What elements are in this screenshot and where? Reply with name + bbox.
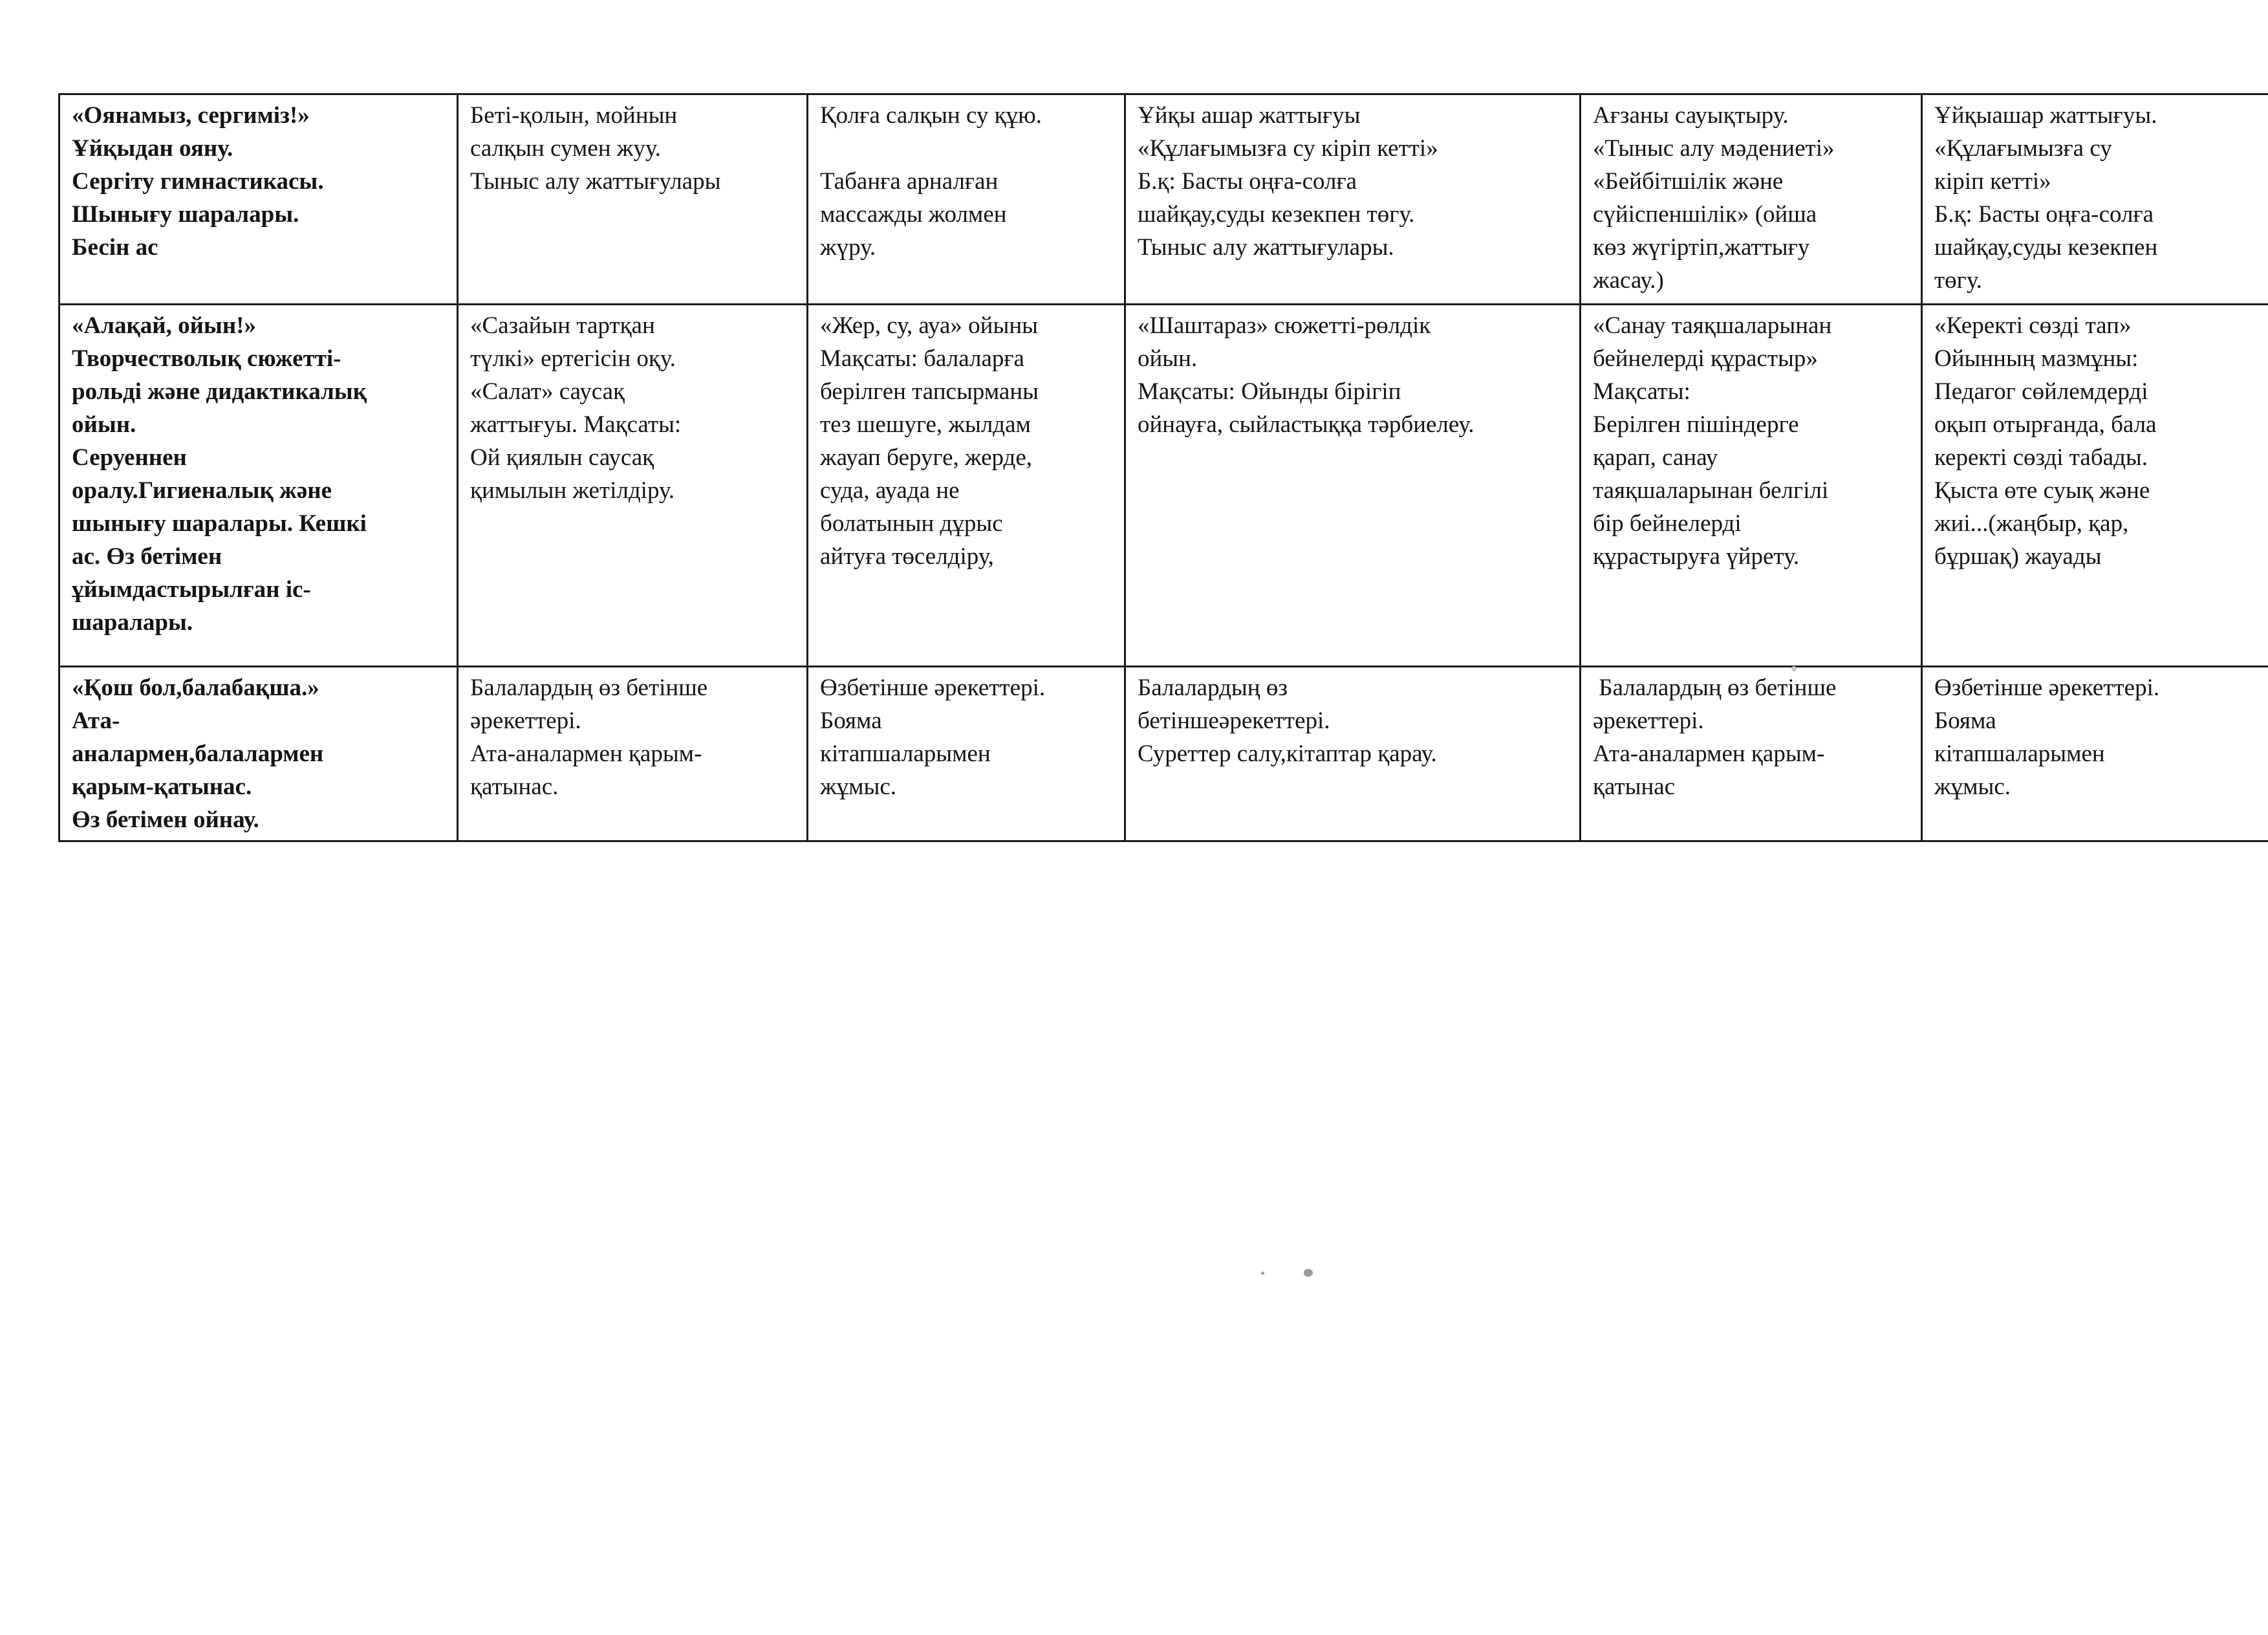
cell-line: Мақсаты: (1593, 378, 1690, 405)
day-cell-tuesday (808, 667, 1125, 841)
cell-line: Тыныс алу жаттығулары (470, 168, 721, 195)
day-cell-wednesday (1125, 94, 1581, 305)
cell-line: «Тыныс алу мәдениеті» (1593, 135, 1835, 162)
cell-line: аналармен,балалармен (72, 741, 324, 767)
cell-line: «Шаштараз» сюжетті-рөлдік (1138, 312, 1431, 339)
cell-line: Ұйқыдан ояну. (72, 135, 233, 162)
cell-line: Ата- (72, 708, 120, 734)
cell-line: Ағзаны сауықтыру. (1593, 102, 1789, 129)
cell-line: әрекеттері. (1593, 708, 1704, 734)
cell-line: жаттығуы. Мақсаты: (470, 411, 682, 438)
day-cell-tuesday (808, 94, 1125, 305)
table-row-awakening (59, 94, 2268, 305)
day-cell-friday (1922, 94, 2268, 305)
cell-line: жасау.) (1593, 267, 1664, 294)
cell-line: суда, ауада не (820, 477, 960, 504)
cell-line: Суреттер салу,кітаптар қарау. (1138, 741, 1437, 767)
cell-line: Ойынның мазмұны: (1934, 345, 2139, 372)
day-cell-wednesday (1125, 305, 1581, 667)
day-cell-thursday (1581, 94, 1922, 305)
table-row-goodbye (59, 667, 2268, 841)
cell-line: Ұйқыашар жаттығуы. (1934, 102, 2157, 129)
cell-line: Творчестволық сюжетті- (72, 345, 341, 372)
cell-line: рольді және дидактикалық (72, 378, 367, 405)
cell-line: Балалардың өз бетінше (1593, 675, 1837, 701)
cell-line: құрастыруға үйрету. (1593, 543, 1800, 570)
cell-line: айтуға төселдіру, (820, 543, 994, 570)
cell-line: шайқау,суды кезекпен (1934, 234, 2158, 261)
cell-line: Тыныс алу жаттығулары. (1138, 234, 1394, 261)
day-cell-monday (458, 667, 808, 841)
cell-line: «Оянамыз, сергиміз!» (72, 102, 310, 129)
cell-line: шайқау,суды кезекпен төгу. (1138, 201, 1415, 228)
cell-line: әрекеттері. (470, 708, 581, 734)
daily-plan-table (58, 93, 2268, 842)
scan-speck (1304, 1269, 1313, 1277)
cell-line: «Жер, су, ауа» ойыны (820, 312, 1038, 339)
cell-line: Мақсаты: балаларға (820, 345, 1024, 372)
day-cell-thursday (1581, 305, 1922, 667)
cell-line: қимылын жетілдіру. (470, 477, 675, 504)
cell-line: ұйымдастырылған іс- (72, 576, 311, 603)
day-cell-friday (1922, 305, 2268, 667)
cell-line: керекті сөзді табады. (1934, 444, 2148, 471)
cell-line: кітапшаларымен (820, 741, 991, 767)
cell-line: таяқшаларынан белгілі (1593, 477, 1829, 504)
cell-line: Қолға салқын су құю. (820, 102, 1042, 129)
cell-line: бұршақ) жауады (1934, 543, 2102, 570)
cell-line: жүру. (820, 234, 876, 261)
cell-line: тез шешуге, жылдам (820, 411, 1031, 438)
cell-line: Мақсаты: Ойынды бірігіп (1138, 378, 1401, 405)
scan-speck (1261, 1272, 1264, 1275)
cell-line: Өзбетінше әрекеттері. (820, 675, 1046, 701)
cell-line: шаралары. (72, 609, 193, 636)
cell-line: төгу. (1934, 267, 1982, 294)
cell-line: «Бейбітшілік және (1593, 168, 1784, 195)
cell-line: салқын сумен жуу. (470, 135, 661, 162)
cell-line: ас. Өз бетімен (72, 543, 222, 570)
cell-line: қатынас. (470, 774, 559, 800)
cell-line: «Санау таяқшаларынан (1593, 312, 1832, 339)
cell-line: оқып отырғанда, бала (1934, 411, 2157, 438)
cell-line: жауап беруге, жерде, (820, 444, 1032, 471)
cell-line: Ата-аналармен қарым- (470, 741, 702, 767)
cell-line: жиі...(жаңбыр, қар, (1934, 510, 2129, 537)
cell-line: «Сазайын тартқан (470, 312, 655, 339)
cell-line: сүйіспеншілік» (ойша (1593, 201, 1817, 228)
day-cell-wednesday (1125, 667, 1581, 841)
cell-line: жұмыс. (1934, 774, 2011, 800)
cell-line: Б.қ: Басты оңға-солға (1138, 168, 1357, 195)
cell-line: ойнауға, сыйластыққа тәрбиелеу. (1138, 411, 1474, 438)
cell-line: Бояма (1934, 708, 1996, 734)
cell-line: Ой қиялын саусақ (470, 444, 654, 471)
day-cell-friday (1922, 667, 2268, 841)
cell-line: Беті-қолын, мойнын (470, 102, 678, 129)
row-header-cell (59, 94, 458, 305)
cell-line: Б.қ: Басты оңға-солға (1934, 201, 2154, 228)
cell-line: Табанға арналған (820, 168, 999, 195)
day-cell-tuesday (808, 305, 1125, 667)
cell-line: шынығу шаралары. Кешкі (72, 510, 367, 537)
cell-line: оралу.Гигиеналық және (72, 477, 332, 504)
cell-line: «Қош бол,балабақша.» (72, 675, 319, 701)
cell-line: қарым-қатынас. (72, 774, 252, 800)
cell-line: кіріп кетті» (1934, 168, 2051, 195)
cell-line: «Керекті сөзді тап» (1934, 312, 2132, 339)
cell-line: қатынас (1593, 774, 1676, 800)
cell-line: массажды жолмен (820, 201, 1007, 228)
cell-line: болатынын дұрыс (820, 510, 1003, 537)
cell-line: бетіншеәрекеттері. (1138, 708, 1330, 734)
cell-line: кітапшаларымен (1934, 741, 2105, 767)
cell-line: Өз бетімен ойнау. (72, 807, 259, 833)
cell-line: «Құлағымызға су кіріп кетті» (1138, 135, 1438, 162)
cell-line: Өзбетінше әрекеттері. (1934, 675, 2160, 701)
cell-line: Қыста өте суық және (1934, 477, 2150, 504)
day-cell-monday (458, 305, 808, 667)
row-header-cell (59, 667, 458, 841)
scan-speck (1791, 666, 1797, 671)
cell-line: «Салат» саусақ (470, 378, 625, 405)
cell-line: жұмыс. (820, 774, 897, 800)
cell-line: қарап, санау (1593, 444, 1718, 471)
cell-line: түлкі» ертегісін оқу. (470, 345, 676, 372)
cell-line: Ұйқы ашар жаттығуы (1138, 102, 1361, 129)
cell-line (820, 132, 1116, 165)
cell-line: бейнелерді құрастыр» (1593, 345, 1818, 372)
cell-line: Педагог сөйлемдерді (1934, 378, 2148, 405)
cell-line: берілген тапсырманы (820, 378, 1039, 405)
cell-line: бір бейнелерді (1593, 510, 1742, 537)
day-cell-thursday (1581, 667, 1922, 841)
cell-line: Берілген пішіндерге (1593, 411, 1799, 438)
cell-line: Серуеннен (72, 444, 187, 471)
cell-line: Балалардың өз бетінше (470, 675, 708, 701)
cell-line: Бояма (820, 708, 882, 734)
cell-line: ойын. (1138, 345, 1198, 372)
cell-line: Балалардың өз (1138, 675, 1288, 701)
cell-line: Шынығу шаралары. (72, 201, 299, 228)
row-header-cell (59, 305, 458, 667)
cell-line: көз жүгіртіп,жаттығу (1593, 234, 1810, 261)
cell-line: Ата-аналармен қарым- (1593, 741, 1825, 767)
day-cell-monday (458, 94, 808, 305)
cell-line: ойын. (72, 411, 136, 438)
table-row-play (59, 305, 2268, 667)
cell-line: Бесін ас (72, 234, 158, 261)
cell-line: «Құлағымызға су (1934, 135, 2112, 162)
cell-line: «Алақай, ойын!» (72, 312, 256, 339)
cell-line: Сергіту гимнастикасы. (72, 168, 324, 195)
